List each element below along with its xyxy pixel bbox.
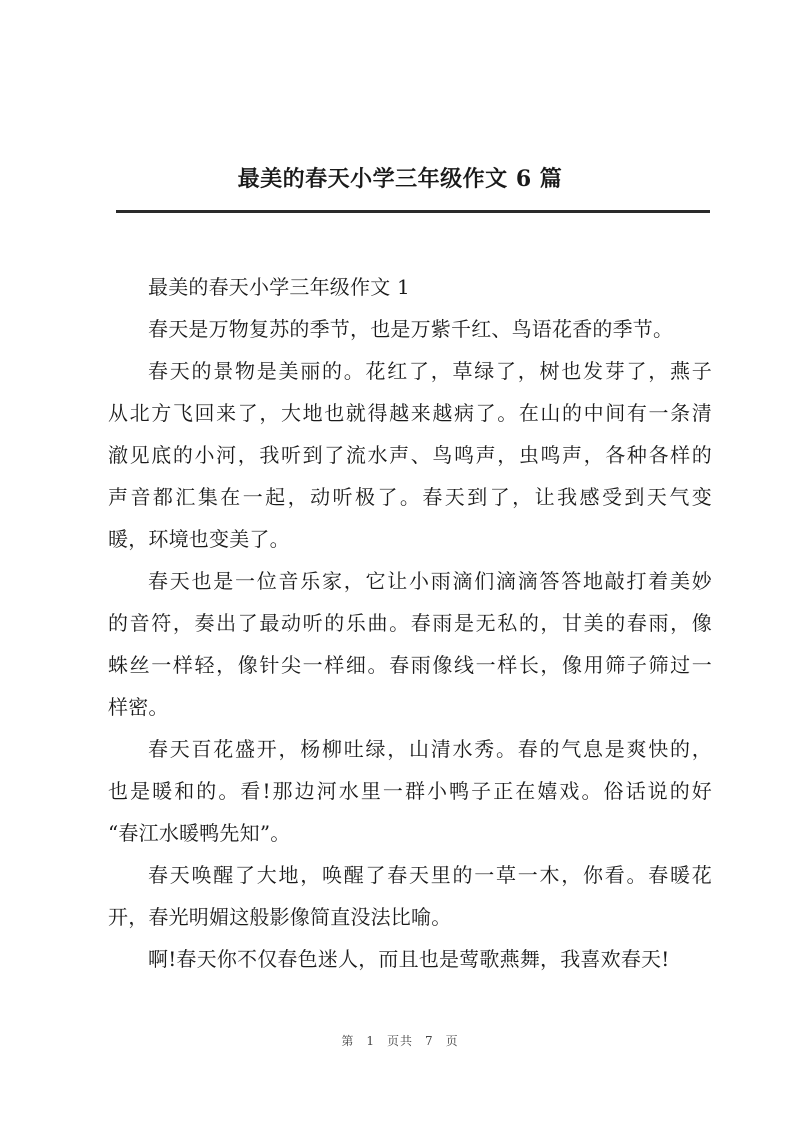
footer-total-pages: 7 bbox=[425, 1034, 434, 1048]
footer-page-label: 第 bbox=[341, 1034, 355, 1048]
document-body bbox=[108, 266, 712, 980]
text-line: 春天的景物是美丽的。花红了，草绿了，树也发芽了，燕子 bbox=[148, 359, 712, 383]
text-line: 开，春光明媚这般影像简直没法比喻。 bbox=[108, 905, 452, 929]
text-line: 也是暖和的。看!那边河水里一群小鸭子正在嬉戏。俗话说的好 bbox=[108, 779, 712, 803]
text-line: “春江水暖鸭先知”。 bbox=[108, 821, 291, 845]
text-line: 暖，环境也变美了。 bbox=[108, 527, 290, 551]
text-line: 蛛丝一样轻，像针尖一样细。春雨像线一样长，像用筛子筛过一 bbox=[108, 653, 712, 677]
essay-heading: 最美的春天小学三年级作文 1 bbox=[148, 275, 410, 299]
text-line: 春天百花盛开，杨柳吐绿，山清水秀。春的气息是爽快的， bbox=[148, 737, 712, 761]
text-line: 从北方飞回来了，大地也就得越来越病了。在山的中间有一条清 bbox=[108, 401, 712, 425]
title-divider bbox=[116, 210, 710, 213]
text-line: 样密。 bbox=[108, 695, 169, 719]
text-line: 春天是万物复苏的季节，也是万紫千红、鸟语花香的季节。 bbox=[148, 317, 674, 341]
footer-page-suffix: 页 bbox=[445, 1034, 459, 1048]
text-line: 声音都汇集在一起，动听极了。春天到了，让我感受到天气变 bbox=[108, 485, 712, 509]
text-line: 的音符，奏出了最动听的乐曲。春雨是无私的，甘美的春雨，像 bbox=[108, 611, 712, 635]
page-footer bbox=[0, 1032, 800, 1049]
footer-page-number: 1 bbox=[366, 1034, 375, 1048]
text-line: 啊!春天你不仅春色迷人，而且也是莺歌燕舞，我喜欢春天! bbox=[148, 947, 670, 971]
text-line: 春天唤醒了大地，唤醒了春天里的一草一木，你看。春暖花 bbox=[148, 863, 712, 887]
text-line: 澈见底的小河，我听到了流水声、鸟鸣声，虫鸣声，各种各样的 bbox=[108, 443, 712, 467]
document-title: 最美的春天小学三年级作文 6 篇 bbox=[237, 166, 563, 192]
footer-total-label: 页共 bbox=[386, 1034, 413, 1048]
text-line: 春天也是一位音乐家，它让小雨滴们滴滴答答地敲打着美妙 bbox=[148, 569, 712, 593]
